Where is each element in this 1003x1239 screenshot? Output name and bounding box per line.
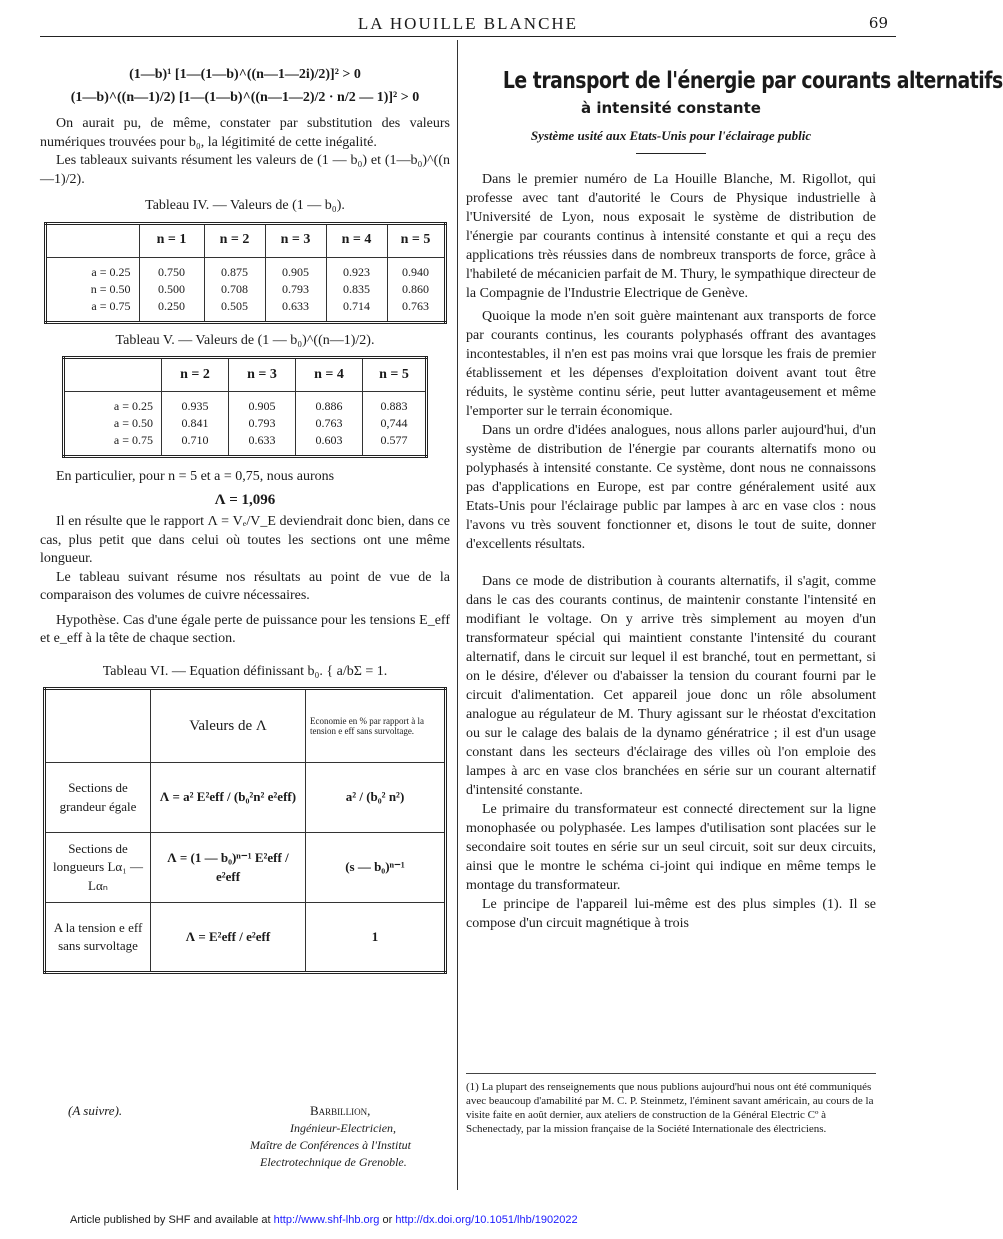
col-header: Economie en % par rapport à la tension e eff sans survoltage. (306, 689, 446, 763)
paragraph-rapport: Il en résulte que le rapport Λ = Vₑ/V_E deviendrait donc bien, dans ce cas, plus petit que dans celui où toutes les sections ont une même longueur. (40, 514, 450, 566)
column-divider (457, 40, 458, 1190)
column-values: 0.940 0.860 0.763 (387, 257, 445, 322)
paragraph-tables-intro: Les tableaux suivants résument les valeurs de (1 — b₀) et (1—b₀)^((n—1)/2). (40, 153, 450, 187)
table-vi-caption: Tableau VI. — Equation définissant b₀. { a/bΣ = 1. (102, 663, 388, 679)
col-header: n = 4 (296, 358, 363, 392)
paragraph-substitution: On aurait pu, de même, constater par substitution des valeurs numériques trouvées pour b₀, la légitimité de cette inégalité. (40, 116, 450, 150)
row-label: Sections de grandeur égale (45, 763, 151, 833)
column-values: 0.750 0.500 0.250 (139, 257, 204, 322)
lambda-formula: Λ = E²eff / e²eff (151, 903, 306, 973)
footnote: (1) La plupart des renseignements que nous publions aujourd'hui nous ont été communiqués avec beaucoup d'amabilité par M. C. P. Steinmetz, l'éminent savant américain, au cours de la visite faite en août dernier, aux ateliers de construction de la Général Electric Cº à Schenectady, par la mission française de la Société Internationale des électriciens. (466, 1073, 876, 1136)
col-header: n = 3 (265, 223, 326, 257)
formula-1: (1—b)¹ [1—(1—b)^((n—1—2i)/2)]² > 0 (129, 67, 361, 82)
notice-mid: or (379, 1214, 396, 1226)
column-values: 0.886 0.763 0.603 (296, 392, 363, 457)
page-header (40, 14, 896, 37)
paragraph-resume: Le tableau suivant résume nos résultats au point de vue de la comparaison des volumes de cuivre nécessaires. (40, 569, 450, 603)
paragraph: Dans le premier numéro de La Houille Blanche, M. Rigollot, qui professe avec tant d'autorité le Cours de Physique industrielle à l'Université de Lyon, nous exposait le système de distribution de l'énergie par courants continus à intensité constante et qui a reçu des applications très réussies dans de nombreux transports de force, grâce à l'habileté de mécanicien parfait de M. Thury, le sympathique directeur de la Compagnie de l'Industrie Electrique de Genève. (466, 172, 876, 301)
formula-2: (1—b)^((n—1)/2) [1—(1—b)^((n—1—2)/2 · n/2 — 1)]² > 0 (70, 89, 420, 105)
article-title: Le transport de l'énergie par courants alternatifs (502, 68, 1003, 94)
col-header: n = 5 (387, 223, 445, 257)
journal-title: LA HOUILLE BLANCHE (357, 14, 579, 33)
col-header: n = 3 (229, 358, 296, 392)
row-labels: a = 0.25 a = 0.50 a = 0.75 (64, 392, 162, 457)
author-title: Maître de Conférences à l'Institut (250, 1138, 411, 1152)
col-header: Valeurs de Λ (151, 689, 306, 763)
row-label: A la tension e eff sans survoltage (45, 903, 151, 973)
table-corner (64, 358, 162, 392)
column-values: 0.905 0.793 0.633 (229, 392, 296, 457)
paragraph: Dans ce mode de distribution à courants alternatifs, il s'agit, comme dans le cas des courants continus, de maintenir constante l'intensité en modifiant le voltage. On y arrive très simplement au moyen d'un transformateur spécial qui maintient constante l'intensité du courant alternatif, dans le circuit sur lequel il est branché, tout en permettant, si on le désire, d'élever ou d'abaisser la tension du courant fourni par le circuit d'alimentation. Cet appareil joue donc un rôle absolument analogue au régulateur de M. Thury agissant sur le rhéostat d'excitation ou sur le calage des balais de la dynamo génératrice ; il est d'un usage constant dans les secteurs d'éclairage des villes où l'on emploie des lampes à arc en vase clos branchées en série sur un courant alternatif d'intensité constante. (466, 574, 876, 798)
lambda-formula: Λ = (1 — b₀)ⁿ⁻¹ E²eff / e²eff (151, 833, 306, 903)
row-labels: a = 0.25 n = 0.50 a = 0.75 (45, 257, 139, 322)
economy-value: (s — b₀)ⁿ⁻¹ (306, 833, 446, 903)
author-title: Electrotechnique de Grenoble. (260, 1155, 407, 1169)
col-header: n = 1 (139, 223, 204, 257)
article-subtitle: à intensité constante (581, 99, 761, 117)
notice-prefix: Article published by SHF and available at (70, 1214, 274, 1226)
table-corner (45, 223, 139, 257)
doi-link[interactable]: http://dx.doi.org/10.1051/lhb/1902022 (395, 1214, 578, 1226)
table-vi (43, 687, 447, 974)
table-iv (44, 222, 447, 324)
paragraph: Le principe de l'appareil lui-même est des plus simples (1). Il se compose d'un circuit magnétique à trois (466, 897, 876, 931)
column-values: 0.923 0.835 0.714 (326, 257, 387, 322)
shf-link[interactable]: http://www.shf-lhb.org (273, 1214, 380, 1226)
paragraph-particulier: En particulier, pour n = 5 et a = 0,75, nous aurons (56, 469, 335, 484)
col-header: n = 5 (363, 358, 427, 392)
column-values: 0.875 0.708 0.505 (204, 257, 265, 322)
a-suivre: (A suivre). (68, 1103, 123, 1118)
row-label: Sections de longueurs Lα₁ — Lαₙ (45, 833, 151, 903)
paragraph: Quoique la mode n'en soit guère maintenant aux transports de force par courants continus, les courants polyphasés offrant des avantages incontestables, il n'en est pas moins vrai que lorsque les frais de premier établissement et les dépenses d'exploitation doivent avant tout être réduits, le système continu série, peut lutter avantageusement et même l'emporter sur le terrain économique. (466, 309, 876, 419)
paragraph-hypothese: Hypothèse. Cas d'une égale perte de puissance pour les tensions E_eff et e_eff à la tête de chaque section. (40, 612, 450, 646)
paragraph: Dans un ordre d'idées analogues, nous allons parler aujourd'hui, d'un système de distribution de l'énergie par courants alternatifs mono ou polyphasés à intensité constante. Ce système, dont nous ne connaissons pas d'applications en Europe, est par contre généralement usité aux Etats-Unis pour l'éclairage public par lampes à arc en vase clos : nous l'avons vu très souvent fonctionner et, disons le tout de suite, donner d'excellents résultats. (466, 423, 876, 552)
left-column (40, 62, 450, 974)
title-rule (636, 153, 706, 154)
publication-notice (70, 1214, 578, 1226)
lambda-result: Λ = 1,096 (214, 491, 276, 508)
table-v-caption: Tableau V. — Valeurs de (1 — b₀)^((n—1)/2). (115, 332, 375, 348)
table-corner (45, 689, 151, 763)
economy-value: a² / (b₀² n²) (306, 763, 446, 833)
table-v (62, 356, 428, 458)
article-subsubtitle: Système usité aux Etats-Unis pour l'éclairage public (530, 128, 812, 143)
economy-value: 1 (306, 903, 446, 973)
author-title: Ingénieur-Electricien, (290, 1121, 397, 1135)
col-header: n = 2 (162, 358, 229, 392)
column-values: 0.883 0,744 0.577 (363, 392, 427, 457)
table-iv-caption: Tableau IV. — Valeurs de (1 — b₀). (145, 198, 345, 213)
col-header: n = 4 (326, 223, 387, 257)
page-number: 69 (868, 14, 888, 32)
column-values: 0.905 0.793 0.633 (265, 257, 326, 322)
lambda-formula: Λ = a² E²eff / (b₀²n² e²eff) (151, 763, 306, 833)
right-column (466, 68, 1003, 933)
paragraph: Le primaire du transformateur est connecté directement sur la ligne monophasée ou polyphasée. Les lampes d'utilisation sont placées sur le secondaire soit toutes en série sur un seul circuit, soit sur deux circuits, ainsi que le montre le schéma ci-joint qui indique en même temps le montage du transformateur. (466, 802, 876, 893)
col-header: n = 2 (204, 223, 265, 257)
column-values: 0.935 0.841 0.710 (162, 392, 229, 457)
author-name: Barbillion, (310, 1103, 371, 1118)
